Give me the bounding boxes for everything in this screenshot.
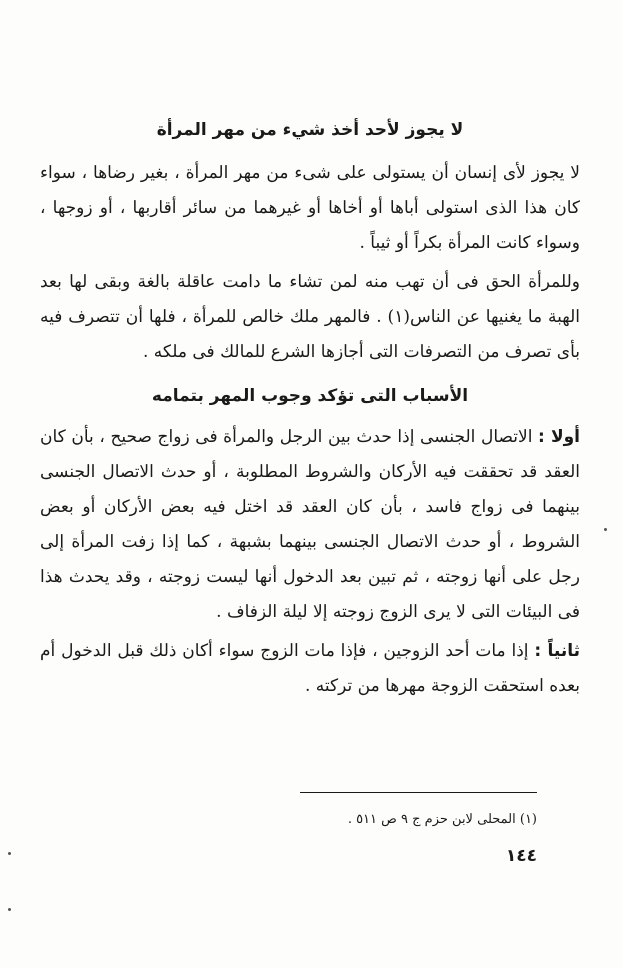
scan-speck	[8, 908, 11, 911]
section-heading-mahr-causes: الأسباب التى تؤكد وجوب المهر بتمامه	[151, 386, 469, 406]
page-content	[40, 110, 580, 708]
item-lead-second: ثانياً :	[534, 641, 580, 661]
paragraph-2: وللمرأة الحق فى أن تهب منه لمن تشاء ما دامت عاقلة بالغة وبقى لها بعد الهبة ما يغنيها عن الناس(١) . فالمهر ملك خالص للمرأة ، فلها أن تتصرف فيه بأى تصرف من التصرفات التى أجازها الشرع للمالك فى ملكه .	[40, 272, 580, 362]
page-number: ١٤٤	[505, 846, 537, 866]
scan-speck	[604, 528, 607, 531]
footnote-divider	[300, 792, 537, 793]
scan-speck	[8, 852, 11, 855]
item-text-first: الاتصال الجنسى إذا حدث بين الرجل والمرأة فى زواج صحيح ، بأن كان العقد قد تحققت فيه الأركان والشروط المطلوبة ، أو حدث الاتصال الجنسى بينهما فى زواج فاسد ، بأن كان العقد قد اختل فيه بعض الأركان أو بعض الشروط ، أو حدث الاتصال الجنسى بينهما بشبهة ، كما إذا زفت المرأة إلى رجل على أنها زوجته ، ثم تبين بعد الدخول أنها ليست زوجته ، وقد يحدث هذا فى البيئات التى لا يرى الزوج زوجته إلا ليلة الزفاف .	[40, 427, 580, 622]
list-item-second	[40, 634, 580, 704]
paragraph-1: لا يجوز لأى إنسان أن يستولى على شىء من مهر المرأة ، بغير رضاها ، سواء كان هذا الذى استولى أباها أو أخاها أو غيرهما من سائر أقاربها ، أو زوجها ، وسواء كانت المرأة بكراً أو ثيباً .	[40, 163, 580, 253]
item-lead-first: أولا :	[538, 427, 580, 447]
section-heading-mahr-ownership: لا يجوز لأحد أخذ شيء من مهر المرأة	[156, 120, 464, 140]
list-item-first	[40, 420, 580, 630]
footnote: (١) المحلى لابن حزم ج ٩ ص ٥١١ .	[347, 812, 537, 827]
item-text-second: إذا مات أحد الزوجين ، فإذا مات الزوج سواء أكان ذلك قبل الدخول أم بعده استحقت الزوجة مهرها من تركته .	[40, 641, 580, 696]
